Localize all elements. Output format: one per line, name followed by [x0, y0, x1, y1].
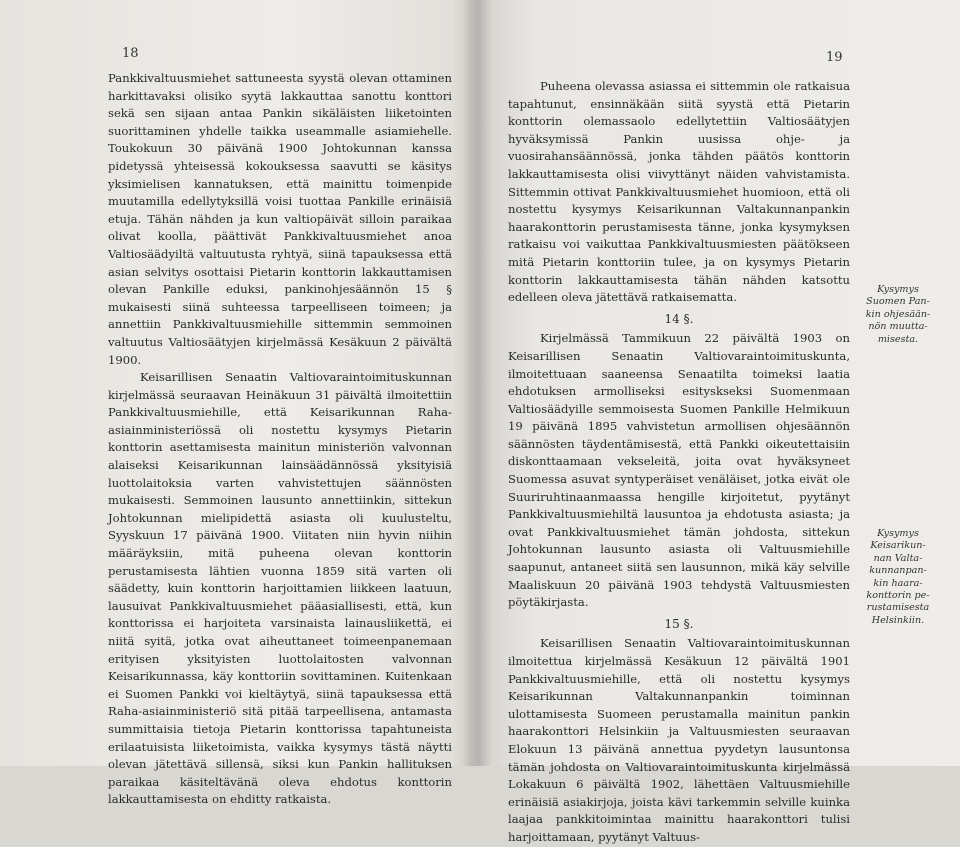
margin-note-line: nön muutta- — [868, 321, 928, 333]
margin-note-line: Keisarikun- — [870, 540, 926, 552]
margin-note-line: rustamisesta — [866, 602, 930, 614]
margin-note-line: Kysymys — [877, 528, 919, 539]
section-14-heading: 14 §. — [664, 311, 694, 326]
section-15-paragraph: Keisarillisen Senaatin Valtiovaraintoimituskunnan ilmoitettua kirjelmässä Kesäkuun 12 päivältä 1901 Pankkivaltuusmiehille, että oli nostettu kysymys Keisarikunnan Valtakunnanpankin toiminnan ulottamisesta Suomeen perustamalla mainitun pankin haarakonttori Helsinkiin ja Valtuusmiesten seuraavan Elokuun 13 päivänä annettua pyydetyn lausuntonsa tämän johdosta on Valtiovaraintoimituskunta kirjelmässä Lokakuun 6 päivältä 1902, lähettäen Valtuusmiehille erinäisiä asiakirjoja, joista kävi tarkemmin selville kuinka laajaa pankkitoimintaa mainittu haarakonttori tulisi harjoittamaan, pyytänyt Valtuus- — [508, 636, 850, 844]
section-14-paragraph: Kirjelmässä Tammikuun 22 päivältä 1903 on Keisarillisen Senaatin Valtiovaraintoimituskunta, ilmoitettuaan saaneensa Senaatilta toimeksi laatia ehdotuksen armolliseksi esityskseksi Suomenmaan Valtiosäädyille semmoisesta Suomen Pankille Helmikuun 19 päivänä 1895 vahvistetun armollisen ohjesäännön säännösten täydentämisestä, että Pankki oikeutettaisiin diskonttaamaan vekseleitä, joita ovat hyväksyneet Suomessa asuvat syntyperäiset venäläiset, jotka eivät ole Suuriruhtinaanmaassa hengille kirjoitetut, pyytänyt Pankkivaltuusmiehiltä lausuntoa ja ehdotusta asiasta; ja ovat Pankkivaltuusmiehet tämän johdosta, sittekun Johtokunnan lausunto asiasta oli Valtuusmiehille saapunut, antaneet siitä sen lausunnon, mikä käy selville Maaliskuun 20 päivänä 1903 tehdystä Valtuusmiesten pöytäkirjasta. — [508, 331, 850, 610]
left-paragraph-1: Pankkivaltuusmiehet sattuneesta syystä olevan ottaminen harkittavaksi olisiko syytä lakkauttaa sanottu konttori sekä sen sijaan antaa Pankin sikäläisten liiketointen suorittaminen yhdelle taikka useammalle asiamiehelle. Toukokuun 30 päivänä 1900 Johtokunnan kanssa pidetyssä yhteisessä kokouksessa saavutti se käsitys yksimielisen kannatuksen, että mainittu toimenpide muutamilla edellytyksillä voisi tuottaa Pankille erinäisiä etuja. Tähän nähden ja kun valtiopäivät silloin paraikaa olivat koolla, päättivät Pankkivaltuusmiehet anoa Valtiosäädyiltä valtuutusta ryhtyä, siinä tapauksessa että asian selvitys osottaisi Pietarin konttorin lakkauttamisen olevan Pankille eduksi, pankinohjesäännön 15 § mukaisesti siinä suhteessa tarpeelliseen toimeen; ja annettiin Pankkivaltuusmiehille sittemmin semmoinen valtuutus Valtiosäätyjen kirjelmässä Kesäkuun 2 päivältä 1900. — [108, 71, 452, 367]
margin-note-line: kin ohjesään- — [865, 308, 931, 320]
margin-note-line: kunnanpan- — [869, 565, 927, 577]
margin-note-ohjesaanto — [856, 284, 940, 346]
margin-note-line: kin haara- — [873, 577, 923, 589]
margin-note-line: Kysymys — [877, 284, 919, 295]
book-gutter — [462, 0, 492, 766]
right-page — [508, 78, 850, 847]
right-paragraph-intro: Puheena olevassa asiassa ei sittemmin ole ratkaisua tapahtunut, ensinnäkään siitä syystä että Pietarin konttorin olemassaolo edellytettiin Valtiosäätyjen hyväksymissä Pankin uusissa ohje- ja vuosirahansäännössä, jonka tähden päätös konttorin lakkauttamisesta olisi viivyttänyt näiden vahvistamista. Sittemmin ottivat Pankkivaltuusmiehet huomioon, että oli nostettu kysymys Keisarikunnan Valtakunnanpankin haarakonttorin perustamisesta tänne, jonka kysymyksen ratkaisu voi vaikuttaa Pankkivaltuusmiesten päätökseen mitä Pietarin konttoriin tulee, ja on kysymys Pietarin konttorin lakkauttamisesta tähän nähden katsottu edelleen oleva jätettävä ratkaisematta. — [508, 79, 850, 305]
margin-note-line: Helsinkiin. — [871, 614, 925, 626]
margin-note-line: misesta. — [877, 333, 919, 345]
margin-note-line: konttorin pe- — [866, 590, 930, 602]
margin-note-line: nan Valta- — [873, 552, 923, 564]
margin-note-line: Suomen Pan- — [866, 296, 930, 308]
right-page-number: 19 — [826, 50, 843, 65]
left-page-number: 18 — [122, 46, 139, 61]
margin-note-haarakonttori — [856, 528, 940, 627]
section-15-heading: 15 §. — [664, 616, 694, 631]
left-paragraph-2: Keisarillisen Senaatin Valtiovaraintoimituskunnan kirjelmässä seuraavan Heinäkuun 31 päivältä ilmoitettiin Pankkivaltuusmiehille, että Keisarikunnan Raha-asiainministeriössä oli nostettu kysymys Pietarin konttorin asettamisesta mainitun ministeriön valvonnan alaiseksi Keisarikunnan lainsäädännössä yksityisiä luottolaitoksia varten vahvistettujen säännösten mukaisesti. Semmoinen lausunto annettiinkin, sittekun Johtokunnan mielipidettä asiasta oli kuulusteltu, Syyskuun 17 päivänä 1900. Viitaten niin hyvin niihin määräyksiin, mitä puheena olevan konttorin perustamisesta lähtien vuonna 1859 sitä varten oli säädetty, kuin konttorin harjoittamien liikkeen laatuun, lausuivat Pankkivaltuusmiehet pääasiallisesti, että, kun konttorissa ei harjoiteta varsinaista lainausliikettä, ei niitä syitä, jotka ovat aiheuttaneet toimeenpanemaan erityisen yksityisten luottolaitosten valvonnan Keisarikunnassa, käy konttoriin sovittaminen. Kuitenkaan ei Suomen Pankki voi kieltäytyä, siinä tapauksessa että Raha-asiainministeriö sitä pitää tarpeellisena, antamasta summittaisia tietoja Pietarin konttorissa tapahtuneista erilaatuisista liiketoimista, vaikka kysymys tästä näytti olevan jätettävä sillensä, siksi kun Pankin hallituksen paraikaa käsiteltävänä oleva ehdotus konttorin lakkauttamisesta on ehditty ratkaista. — [108, 370, 452, 807]
left-page — [108, 70, 452, 809]
